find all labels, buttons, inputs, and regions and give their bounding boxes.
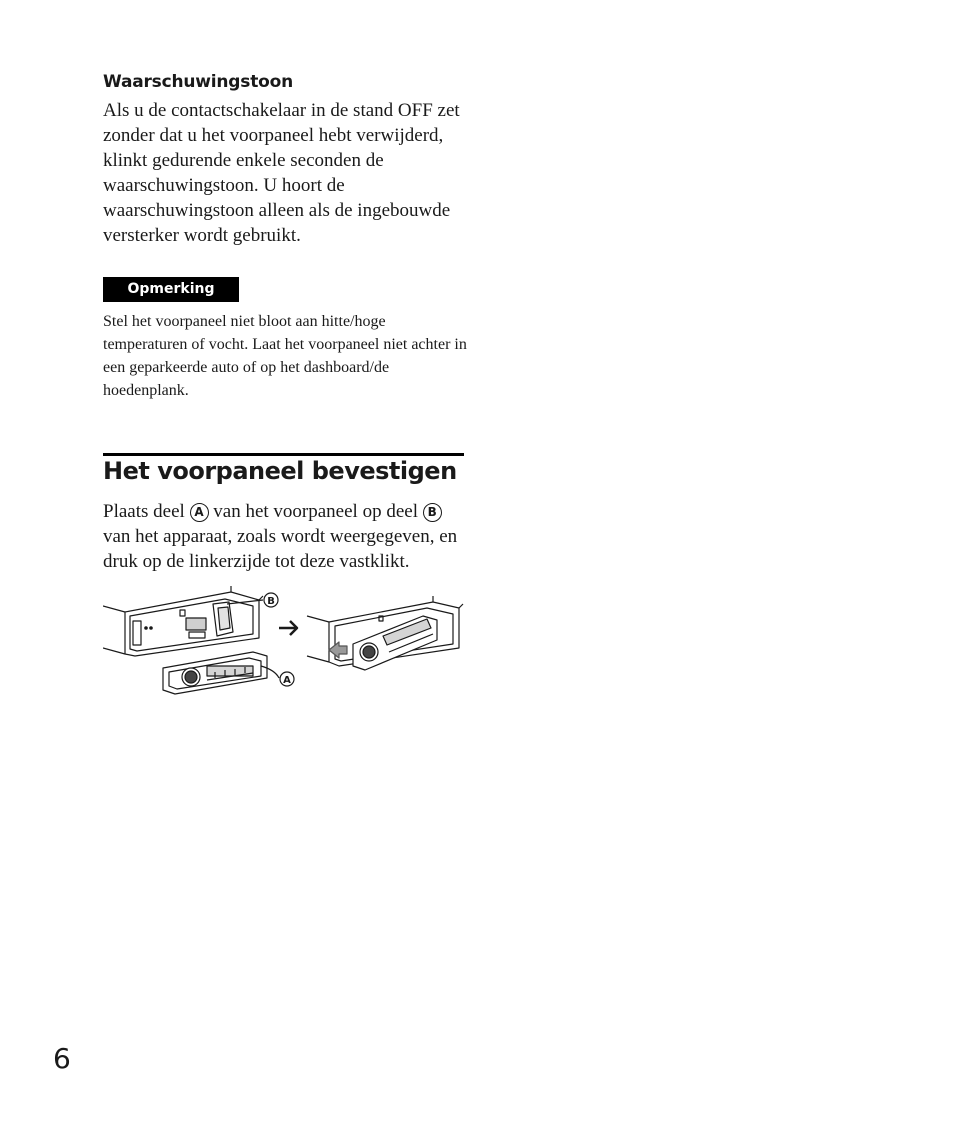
front-panel-a <box>163 652 267 694</box>
callout-b-label: B <box>267 596 275 607</box>
callout-a-label: A <box>283 675 291 686</box>
note-text: Stel het voorpaneel niet bloot aan hitte/hoge temperaturen of vocht. Laat het voorpaneel niet achter in een geparkeerde auto of op het dashboard/de hoedenplank. <box>103 313 467 399</box>
section-subheading: Waarschuwingstoon <box>103 72 293 92</box>
main-unit-assembled <box>307 596 463 670</box>
instruction-text-2: van het voorpaneel op deel <box>213 501 418 522</box>
note-label: Opmerking <box>103 277 239 302</box>
callout-b <box>227 593 278 607</box>
marker-a: A <box>190 503 209 522</box>
section-heading: Het voorpaneel bevestigen <box>103 457 457 485</box>
section-rule <box>103 453 464 456</box>
page-number: 6 <box>53 1042 71 1075</box>
attach-instructions <box>103 499 473 574</box>
callout-a <box>261 666 294 686</box>
marker-b: B <box>423 503 442 522</box>
main-unit-left <box>103 586 263 656</box>
arrow-right-icon <box>279 621 297 635</box>
instruction-text-3: van het apparaat, zoals wordt weergegeven, en druk op de linkerzijde tot deze vastklikt. <box>103 526 458 572</box>
instruction-text-1: Plaats deel <box>103 501 185 522</box>
warning-tone-paragraph: Als u de contactschakelaar in de stand OFF zet zonder dat u het voorpaneel hebt verwijderd, klinkt gedurende enkele seconden de waarschuwingstoon. U hoort de waarschuwingstoon alleen als de ingebouwde versterker wordt gebruikt. <box>103 100 460 246</box>
attach-front-panel-illustration <box>103 586 465 698</box>
